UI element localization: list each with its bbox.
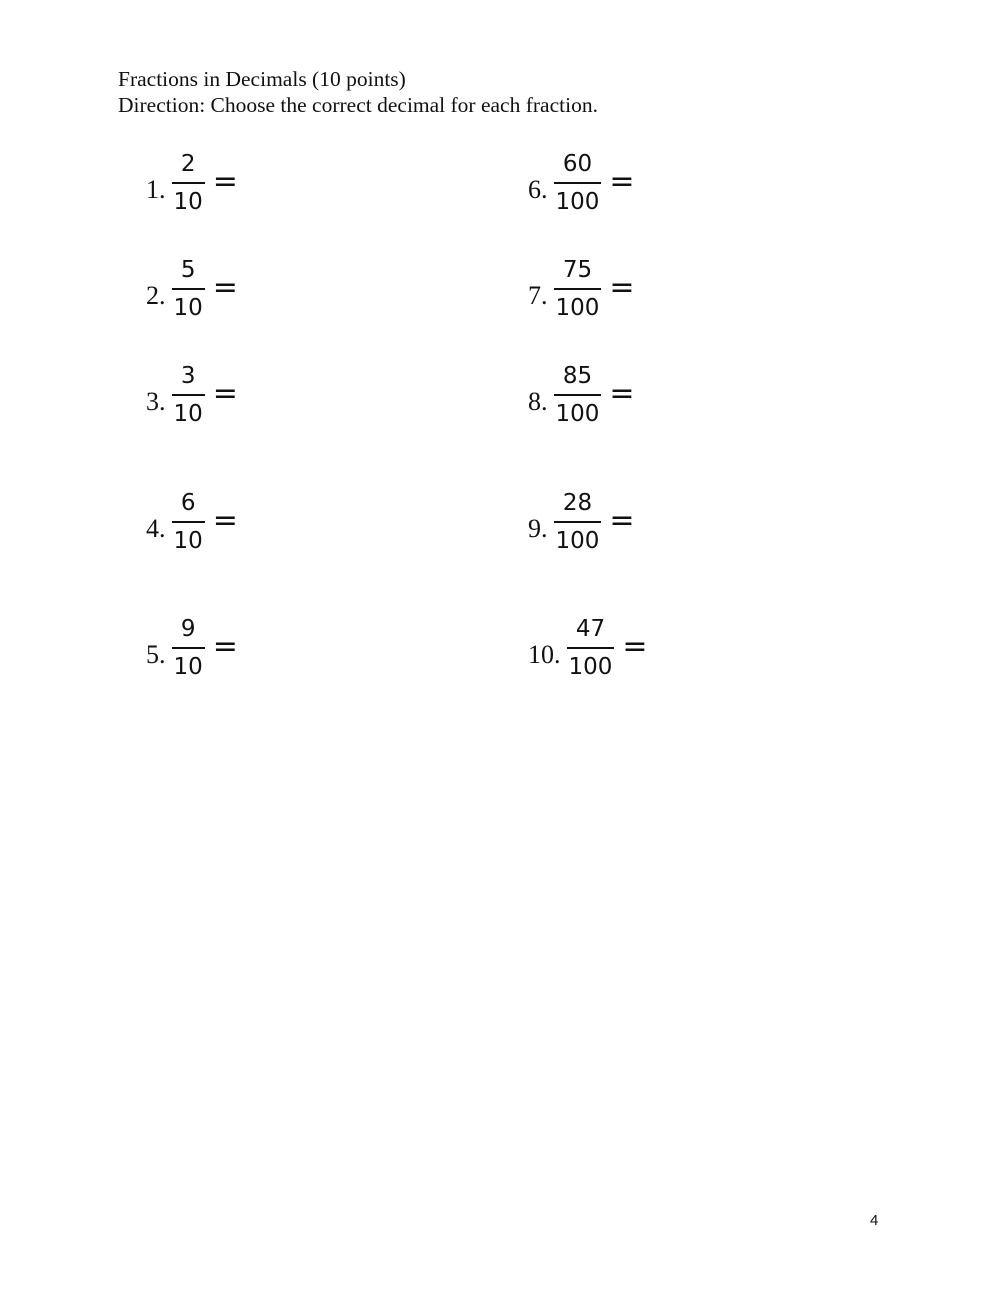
denominator: 100: [568, 654, 613, 680]
equals-sign: =: [212, 375, 238, 411]
problem-number: 1.: [146, 175, 166, 204]
fraction: [554, 152, 602, 214]
problem-number: 10.: [528, 640, 561, 669]
numerator: 3: [180, 363, 196, 389]
problem-1: [146, 148, 238, 218]
problem-number: 3.: [146, 387, 166, 416]
problem-number: 5.: [146, 640, 166, 669]
denominator: 10: [173, 189, 203, 215]
numerator: 75: [562, 257, 593, 283]
fraction: [172, 152, 205, 214]
problem-number: 9.: [528, 514, 548, 543]
numerator: 9: [180, 616, 196, 642]
problem-5: [146, 613, 238, 683]
fraction: [554, 364, 602, 426]
equals-sign: =: [609, 269, 635, 305]
denominator: 100: [555, 295, 600, 321]
equals-sign: =: [212, 502, 238, 538]
equals-sign: =: [212, 163, 238, 199]
fraction: [554, 258, 602, 320]
denominator: 10: [173, 295, 203, 321]
numerator: 5: [180, 257, 196, 283]
problem-number: 7.: [528, 281, 548, 310]
problem-number: 2.: [146, 281, 166, 310]
problem-number: 6.: [528, 175, 548, 204]
denominator: 100: [555, 528, 600, 554]
problem-6: [528, 148, 635, 218]
fraction: [554, 491, 602, 553]
problem-8: [528, 360, 635, 430]
problem-2: [146, 254, 238, 324]
numerator: 28: [562, 490, 593, 516]
worksheet-header: [118, 66, 598, 118]
fraction: [172, 364, 205, 426]
numerator: 85: [562, 363, 593, 389]
worksheet-direction: Direction: Choose the correct decimal for each fraction.: [118, 93, 598, 117]
problem-4: [146, 487, 238, 557]
equals-sign: =: [622, 628, 648, 664]
denominator: 10: [173, 528, 203, 554]
denominator: 100: [555, 401, 600, 427]
equals-sign: =: [609, 502, 635, 538]
equals-sign: =: [212, 628, 238, 664]
problem-number: 4.: [146, 514, 166, 543]
worksheet-title: Fractions in Decimals (10 points): [118, 67, 406, 91]
numerator: 6: [180, 490, 196, 516]
equals-sign: =: [609, 163, 635, 199]
denominator: 10: [173, 654, 203, 680]
problem-10: [528, 613, 648, 683]
equals-sign: =: [609, 375, 635, 411]
fraction: [567, 617, 615, 679]
numerator: 60: [562, 151, 593, 177]
problem-7: [528, 254, 635, 324]
problem-number: 8.: [528, 387, 548, 416]
fraction: [172, 491, 205, 553]
numerator: 47: [575, 616, 606, 642]
equals-sign: =: [212, 269, 238, 305]
denominator: 100: [555, 189, 600, 215]
denominator: 10: [173, 401, 203, 427]
fraction: [172, 258, 205, 320]
page-number: 4: [870, 1212, 879, 1229]
numerator: 2: [180, 151, 196, 177]
problem-9: [528, 487, 635, 557]
problem-3: [146, 360, 238, 430]
fraction: [172, 617, 205, 679]
